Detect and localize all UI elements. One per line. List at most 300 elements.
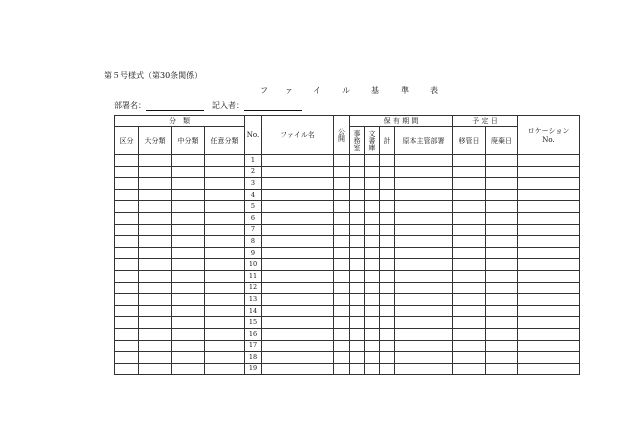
table-row bbox=[115, 294, 580, 306]
table-cell[interactable] bbox=[350, 155, 365, 167]
table-cell[interactable] bbox=[518, 178, 580, 190]
table-cell[interactable] bbox=[172, 317, 205, 329]
table-cell[interactable] bbox=[395, 259, 453, 271]
table-cell[interactable] bbox=[518, 328, 580, 340]
row-number: 1 bbox=[245, 155, 262, 167]
table-cell[interactable] bbox=[380, 212, 395, 224]
table-cell[interactable] bbox=[334, 317, 350, 329]
table-row bbox=[115, 328, 580, 340]
table-cell[interactable] bbox=[395, 224, 453, 236]
row-number: 12 bbox=[245, 282, 262, 294]
table-cell[interactable] bbox=[453, 201, 486, 213]
table-cell[interactable] bbox=[518, 305, 580, 317]
schedule-header: 予 定 日 bbox=[453, 116, 518, 127]
table-cell[interactable] bbox=[380, 340, 395, 352]
table-cell[interactable] bbox=[365, 236, 380, 248]
table-cell[interactable] bbox=[262, 305, 334, 317]
table-cell[interactable] bbox=[350, 305, 365, 317]
table-cell[interactable] bbox=[205, 236, 245, 248]
table-cell[interactable] bbox=[453, 224, 486, 236]
table-cell[interactable] bbox=[380, 317, 395, 329]
row-number: 13 bbox=[245, 294, 262, 306]
table-cell[interactable] bbox=[486, 201, 518, 213]
table-cell[interactable] bbox=[139, 270, 172, 282]
table-cell[interactable] bbox=[172, 201, 205, 213]
table-cell[interactable] bbox=[365, 363, 380, 375]
table-cell[interactable] bbox=[115, 247, 139, 259]
row-number: 17 bbox=[245, 340, 262, 352]
table-cell[interactable] bbox=[262, 212, 334, 224]
table-cell[interactable] bbox=[115, 317, 139, 329]
table-cell[interactable] bbox=[453, 305, 486, 317]
table-cell[interactable] bbox=[365, 189, 380, 201]
table-cell[interactable] bbox=[395, 247, 453, 259]
table-cell[interactable] bbox=[172, 294, 205, 306]
table-cell[interactable] bbox=[365, 294, 380, 306]
table-cell[interactable] bbox=[380, 363, 395, 375]
table-cell[interactable] bbox=[172, 363, 205, 375]
table-cell[interactable] bbox=[115, 340, 139, 352]
table-cell[interactable] bbox=[205, 340, 245, 352]
table-cell[interactable] bbox=[486, 270, 518, 282]
table-cell[interactable] bbox=[518, 259, 580, 271]
table-cell[interactable] bbox=[380, 224, 395, 236]
form-number: 第５号様式（第30条関係） bbox=[104, 71, 203, 80]
table-cell[interactable] bbox=[334, 352, 350, 364]
row-number: 18 bbox=[245, 352, 262, 364]
table-cell[interactable] bbox=[139, 178, 172, 190]
archive-header: 文書庫 bbox=[365, 127, 380, 155]
table-cell[interactable] bbox=[453, 212, 486, 224]
table-cell[interactable] bbox=[205, 328, 245, 340]
table-cell[interactable] bbox=[486, 363, 518, 375]
table-cell[interactable] bbox=[395, 270, 453, 282]
row-number: 8 bbox=[245, 236, 262, 248]
row-number: 11 bbox=[245, 270, 262, 282]
table-cell[interactable] bbox=[139, 340, 172, 352]
table-cell[interactable] bbox=[262, 363, 334, 375]
table-cell[interactable] bbox=[139, 352, 172, 364]
table-cell[interactable] bbox=[365, 352, 380, 364]
table-cell[interactable] bbox=[486, 212, 518, 224]
table-cell[interactable] bbox=[205, 317, 245, 329]
table-cell[interactable] bbox=[205, 259, 245, 271]
table-cell[interactable] bbox=[486, 166, 518, 178]
table-cell[interactable] bbox=[453, 166, 486, 178]
table-cell[interactable] bbox=[365, 270, 380, 282]
table-cell[interactable] bbox=[453, 236, 486, 248]
row-number: 7 bbox=[245, 224, 262, 236]
table-cell[interactable] bbox=[334, 155, 350, 167]
table-cell[interactable] bbox=[486, 328, 518, 340]
table-cell[interactable] bbox=[350, 166, 365, 178]
table-cell[interactable] bbox=[172, 247, 205, 259]
disposal-date-header: 廃棄日 bbox=[486, 127, 518, 155]
table-cell[interactable] bbox=[115, 224, 139, 236]
table-cell[interactable] bbox=[334, 212, 350, 224]
table-cell[interactable] bbox=[350, 282, 365, 294]
table-row bbox=[115, 166, 580, 178]
table-cell[interactable] bbox=[172, 236, 205, 248]
table-cell[interactable] bbox=[139, 189, 172, 201]
table-cell[interactable] bbox=[518, 201, 580, 213]
table-cell[interactable] bbox=[395, 189, 453, 201]
table-cell[interactable] bbox=[395, 201, 453, 213]
table-row bbox=[115, 305, 580, 317]
table-cell[interactable] bbox=[172, 166, 205, 178]
table-cell[interactable] bbox=[115, 294, 139, 306]
table-cell[interactable] bbox=[115, 270, 139, 282]
table-cell[interactable] bbox=[172, 259, 205, 271]
table-cell[interactable] bbox=[518, 282, 580, 294]
table-cell[interactable] bbox=[395, 340, 453, 352]
table-cell[interactable] bbox=[453, 282, 486, 294]
row-number: 10 bbox=[245, 259, 262, 271]
table-cell[interactable] bbox=[518, 247, 580, 259]
table-cell[interactable] bbox=[365, 305, 380, 317]
table-cell[interactable] bbox=[518, 317, 580, 329]
table-cell[interactable] bbox=[139, 247, 172, 259]
table-cell[interactable] bbox=[262, 236, 334, 248]
table-cell[interactable] bbox=[139, 317, 172, 329]
table-cell[interactable] bbox=[334, 340, 350, 352]
table-cell[interactable] bbox=[518, 236, 580, 248]
table-cell[interactable] bbox=[486, 340, 518, 352]
table-cell[interactable] bbox=[486, 236, 518, 248]
table-cell[interactable] bbox=[334, 363, 350, 375]
table-row bbox=[115, 189, 580, 201]
table-cell[interactable] bbox=[205, 282, 245, 294]
table-cell[interactable] bbox=[334, 189, 350, 201]
table-cell[interactable] bbox=[262, 189, 334, 201]
table-cell[interactable] bbox=[350, 270, 365, 282]
table-cell[interactable] bbox=[380, 166, 395, 178]
table-cell[interactable] bbox=[365, 259, 380, 271]
office-header: 事務室 bbox=[350, 127, 365, 155]
title-char: フ bbox=[260, 86, 268, 95]
table-cell[interactable] bbox=[172, 305, 205, 317]
table-cell[interactable] bbox=[365, 247, 380, 259]
table-cell[interactable] bbox=[262, 282, 334, 294]
table-cell[interactable] bbox=[380, 201, 395, 213]
row-number: 14 bbox=[245, 305, 262, 317]
table-cell[interactable] bbox=[139, 236, 172, 248]
table-cell[interactable] bbox=[365, 166, 380, 178]
table-cell[interactable] bbox=[139, 166, 172, 178]
table-cell[interactable] bbox=[205, 155, 245, 167]
table-cell[interactable] bbox=[453, 352, 486, 364]
table-cell[interactable] bbox=[115, 189, 139, 201]
table-cell[interactable] bbox=[486, 352, 518, 364]
table-cell[interactable] bbox=[365, 317, 380, 329]
table-cell[interactable] bbox=[350, 340, 365, 352]
table-cell[interactable] bbox=[365, 155, 380, 167]
major-category-header: 大分類 bbox=[139, 127, 172, 155]
table-cell[interactable] bbox=[115, 328, 139, 340]
transfer-date-header: 移管日 bbox=[453, 127, 486, 155]
table-cell[interactable] bbox=[262, 166, 334, 178]
table-row bbox=[115, 259, 580, 271]
table-cell[interactable] bbox=[172, 155, 205, 167]
table-cell[interactable] bbox=[262, 259, 334, 271]
table-cell[interactable] bbox=[205, 212, 245, 224]
table-cell[interactable] bbox=[486, 294, 518, 306]
table-cell[interactable] bbox=[365, 282, 380, 294]
table-cell[interactable] bbox=[115, 363, 139, 375]
location-header bbox=[518, 116, 580, 155]
table-cell[interactable] bbox=[380, 155, 395, 167]
table-row bbox=[115, 340, 580, 352]
table-cell[interactable] bbox=[350, 259, 365, 271]
table-cell[interactable] bbox=[205, 352, 245, 364]
table-cell[interactable] bbox=[380, 270, 395, 282]
table-cell[interactable] bbox=[453, 340, 486, 352]
table-cell[interactable] bbox=[172, 189, 205, 201]
table-cell[interactable] bbox=[380, 352, 395, 364]
table-cell[interactable] bbox=[115, 166, 139, 178]
table-cell[interactable] bbox=[486, 247, 518, 259]
table-cell[interactable] bbox=[518, 224, 580, 236]
table-row bbox=[115, 224, 580, 236]
table-cell[interactable] bbox=[350, 352, 365, 364]
table-cell[interactable] bbox=[262, 328, 334, 340]
table-cell[interactable] bbox=[262, 201, 334, 213]
table-cell[interactable] bbox=[139, 328, 172, 340]
table-cell[interactable] bbox=[395, 352, 453, 364]
table-cell[interactable] bbox=[334, 178, 350, 190]
table-cell[interactable] bbox=[172, 270, 205, 282]
table-cell[interactable] bbox=[334, 224, 350, 236]
table-cell[interactable] bbox=[518, 166, 580, 178]
table-cell[interactable] bbox=[205, 305, 245, 317]
title-char: 表 bbox=[430, 86, 438, 95]
table-cell[interactable] bbox=[518, 155, 580, 167]
table-cell[interactable] bbox=[518, 363, 580, 375]
table-cell[interactable] bbox=[115, 259, 139, 271]
table-cell[interactable] bbox=[115, 178, 139, 190]
table-cell[interactable] bbox=[486, 178, 518, 190]
table-cell[interactable] bbox=[486, 259, 518, 271]
row-number: 4 bbox=[245, 189, 262, 201]
recorder-blank[interactable] bbox=[244, 101, 302, 111]
table-cell[interactable] bbox=[334, 247, 350, 259]
table-cell[interactable] bbox=[262, 317, 334, 329]
table-cell[interactable] bbox=[453, 155, 486, 167]
table-cell[interactable] bbox=[205, 363, 245, 375]
table-cell[interactable] bbox=[334, 282, 350, 294]
table-cell[interactable] bbox=[486, 282, 518, 294]
table-cell[interactable] bbox=[262, 155, 334, 167]
table-cell[interactable] bbox=[365, 201, 380, 213]
table-cell[interactable] bbox=[334, 201, 350, 213]
table-cell[interactable] bbox=[115, 352, 139, 364]
title-char: 準 bbox=[401, 86, 409, 95]
original-department-header: 原本主管部署 bbox=[395, 127, 453, 155]
table-cell[interactable] bbox=[262, 178, 334, 190]
retention-header: 保 有 期 間 bbox=[350, 116, 453, 127]
row-number: 9 bbox=[245, 247, 262, 259]
category-header: 区分 bbox=[115, 127, 139, 155]
row-number: 19 bbox=[245, 363, 262, 375]
row-number: 2 bbox=[245, 166, 262, 178]
table-cell[interactable] bbox=[380, 259, 395, 271]
table-cell[interactable] bbox=[486, 155, 518, 167]
table-cell[interactable] bbox=[365, 328, 380, 340]
table-cell[interactable] bbox=[172, 340, 205, 352]
table-cell[interactable] bbox=[262, 224, 334, 236]
table-cell[interactable] bbox=[262, 352, 334, 364]
table-cell[interactable] bbox=[395, 212, 453, 224]
row-number: 15 bbox=[245, 317, 262, 329]
table-cell[interactable] bbox=[365, 178, 380, 190]
table-cell[interactable] bbox=[115, 201, 139, 213]
table-cell[interactable] bbox=[380, 294, 395, 306]
table-cell[interactable] bbox=[262, 247, 334, 259]
table-cell[interactable] bbox=[395, 305, 453, 317]
table-cell[interactable] bbox=[139, 294, 172, 306]
table-cell[interactable] bbox=[380, 236, 395, 248]
table-cell[interactable] bbox=[205, 270, 245, 282]
table-cell[interactable] bbox=[380, 247, 395, 259]
table-cell[interactable] bbox=[139, 212, 172, 224]
department-blank[interactable] bbox=[146, 101, 204, 111]
table-cell[interactable] bbox=[453, 259, 486, 271]
table-cell[interactable] bbox=[453, 328, 486, 340]
table-cell[interactable] bbox=[350, 247, 365, 259]
middle-category-header: 中分類 bbox=[172, 127, 205, 155]
table-cell[interactable] bbox=[139, 305, 172, 317]
table-cell[interactable] bbox=[395, 328, 453, 340]
table-cell[interactable] bbox=[262, 294, 334, 306]
table-cell[interactable] bbox=[518, 189, 580, 201]
table-cell[interactable] bbox=[205, 189, 245, 201]
table-cell[interactable] bbox=[380, 178, 395, 190]
table-cell[interactable] bbox=[518, 352, 580, 364]
table-cell[interactable] bbox=[350, 294, 365, 306]
table-cell[interactable] bbox=[172, 352, 205, 364]
table-cell[interactable] bbox=[115, 236, 139, 248]
table-cell[interactable] bbox=[365, 212, 380, 224]
table-cell[interactable] bbox=[518, 294, 580, 306]
department-label: 部署名： bbox=[114, 101, 146, 110]
table-cell[interactable] bbox=[395, 317, 453, 329]
table-cell[interactable] bbox=[205, 247, 245, 259]
table-cell[interactable] bbox=[205, 294, 245, 306]
row-number: 5 bbox=[245, 201, 262, 213]
table-cell[interactable] bbox=[334, 166, 350, 178]
table-cell[interactable] bbox=[334, 294, 350, 306]
table-cell[interactable] bbox=[395, 294, 453, 306]
table-cell[interactable] bbox=[115, 305, 139, 317]
table-cell[interactable] bbox=[172, 212, 205, 224]
location-no-label: No. bbox=[542, 136, 555, 144]
no-header: No. bbox=[245, 116, 262, 155]
table-cell[interactable] bbox=[453, 247, 486, 259]
table-cell[interactable] bbox=[380, 282, 395, 294]
table-cell[interactable] bbox=[453, 270, 486, 282]
table-cell[interactable] bbox=[350, 363, 365, 375]
table-cell[interactable] bbox=[453, 317, 486, 329]
title-char: ル bbox=[342, 86, 350, 95]
table-cell[interactable] bbox=[395, 363, 453, 375]
table-cell[interactable] bbox=[205, 201, 245, 213]
table-cell[interactable] bbox=[486, 317, 518, 329]
table-cell[interactable] bbox=[380, 305, 395, 317]
table-cell[interactable] bbox=[172, 224, 205, 236]
table-cell[interactable] bbox=[139, 201, 172, 213]
row-number: 3 bbox=[245, 178, 262, 190]
table-cell[interactable] bbox=[334, 328, 350, 340]
table-cell[interactable] bbox=[115, 282, 139, 294]
table-cell[interactable] bbox=[262, 340, 334, 352]
table-cell[interactable] bbox=[486, 305, 518, 317]
table-cell[interactable] bbox=[518, 270, 580, 282]
table-cell[interactable] bbox=[262, 270, 334, 282]
table-cell[interactable] bbox=[172, 178, 205, 190]
table-cell[interactable] bbox=[139, 155, 172, 167]
table-cell[interactable] bbox=[334, 236, 350, 248]
table-cell[interactable] bbox=[115, 212, 139, 224]
table-cell[interactable] bbox=[365, 340, 380, 352]
table-cell[interactable] bbox=[139, 259, 172, 271]
table-cell[interactable] bbox=[350, 212, 365, 224]
title-char: ァ bbox=[285, 86, 293, 95]
table-cell[interactable] bbox=[115, 155, 139, 167]
table-cell[interactable] bbox=[205, 224, 245, 236]
table-cell[interactable] bbox=[453, 294, 486, 306]
row-number: 16 bbox=[245, 328, 262, 340]
table-cell[interactable] bbox=[139, 282, 172, 294]
table-cell[interactable] bbox=[172, 328, 205, 340]
table-row bbox=[115, 270, 580, 282]
table-cell[interactable] bbox=[334, 305, 350, 317]
table-row bbox=[115, 282, 580, 294]
title-char: イ bbox=[313, 86, 321, 95]
table-cell[interactable] bbox=[518, 212, 580, 224]
table-cell[interactable] bbox=[395, 155, 453, 167]
table-cell[interactable] bbox=[486, 224, 518, 236]
table-cell[interactable] bbox=[205, 166, 245, 178]
table-cell[interactable] bbox=[395, 236, 453, 248]
table-cell[interactable] bbox=[350, 317, 365, 329]
table-cell[interactable] bbox=[395, 166, 453, 178]
total-header: 計 bbox=[380, 127, 395, 155]
table-cell[interactable] bbox=[205, 178, 245, 190]
table-cell[interactable] bbox=[453, 189, 486, 201]
table-cell[interactable] bbox=[334, 259, 350, 271]
table-cell[interactable] bbox=[350, 236, 365, 248]
table-cell[interactable] bbox=[350, 189, 365, 201]
table-cell[interactable] bbox=[365, 224, 380, 236]
table-cell[interactable] bbox=[453, 363, 486, 375]
table-cell[interactable] bbox=[350, 201, 365, 213]
table-cell[interactable] bbox=[518, 340, 580, 352]
table-cell[interactable] bbox=[350, 224, 365, 236]
table-cell[interactable] bbox=[350, 178, 365, 190]
table-cell[interactable] bbox=[139, 363, 172, 375]
classification-header: 分 類 bbox=[115, 116, 245, 127]
table-cell[interactable] bbox=[380, 328, 395, 340]
table-cell[interactable] bbox=[139, 224, 172, 236]
table-cell[interactable] bbox=[172, 282, 205, 294]
table-cell[interactable] bbox=[486, 189, 518, 201]
table-cell[interactable] bbox=[380, 189, 395, 201]
table-cell[interactable] bbox=[395, 282, 453, 294]
table-cell[interactable] bbox=[334, 270, 350, 282]
table-cell[interactable] bbox=[395, 178, 453, 190]
table-cell[interactable] bbox=[350, 328, 365, 340]
table-cell[interactable] bbox=[453, 178, 486, 190]
